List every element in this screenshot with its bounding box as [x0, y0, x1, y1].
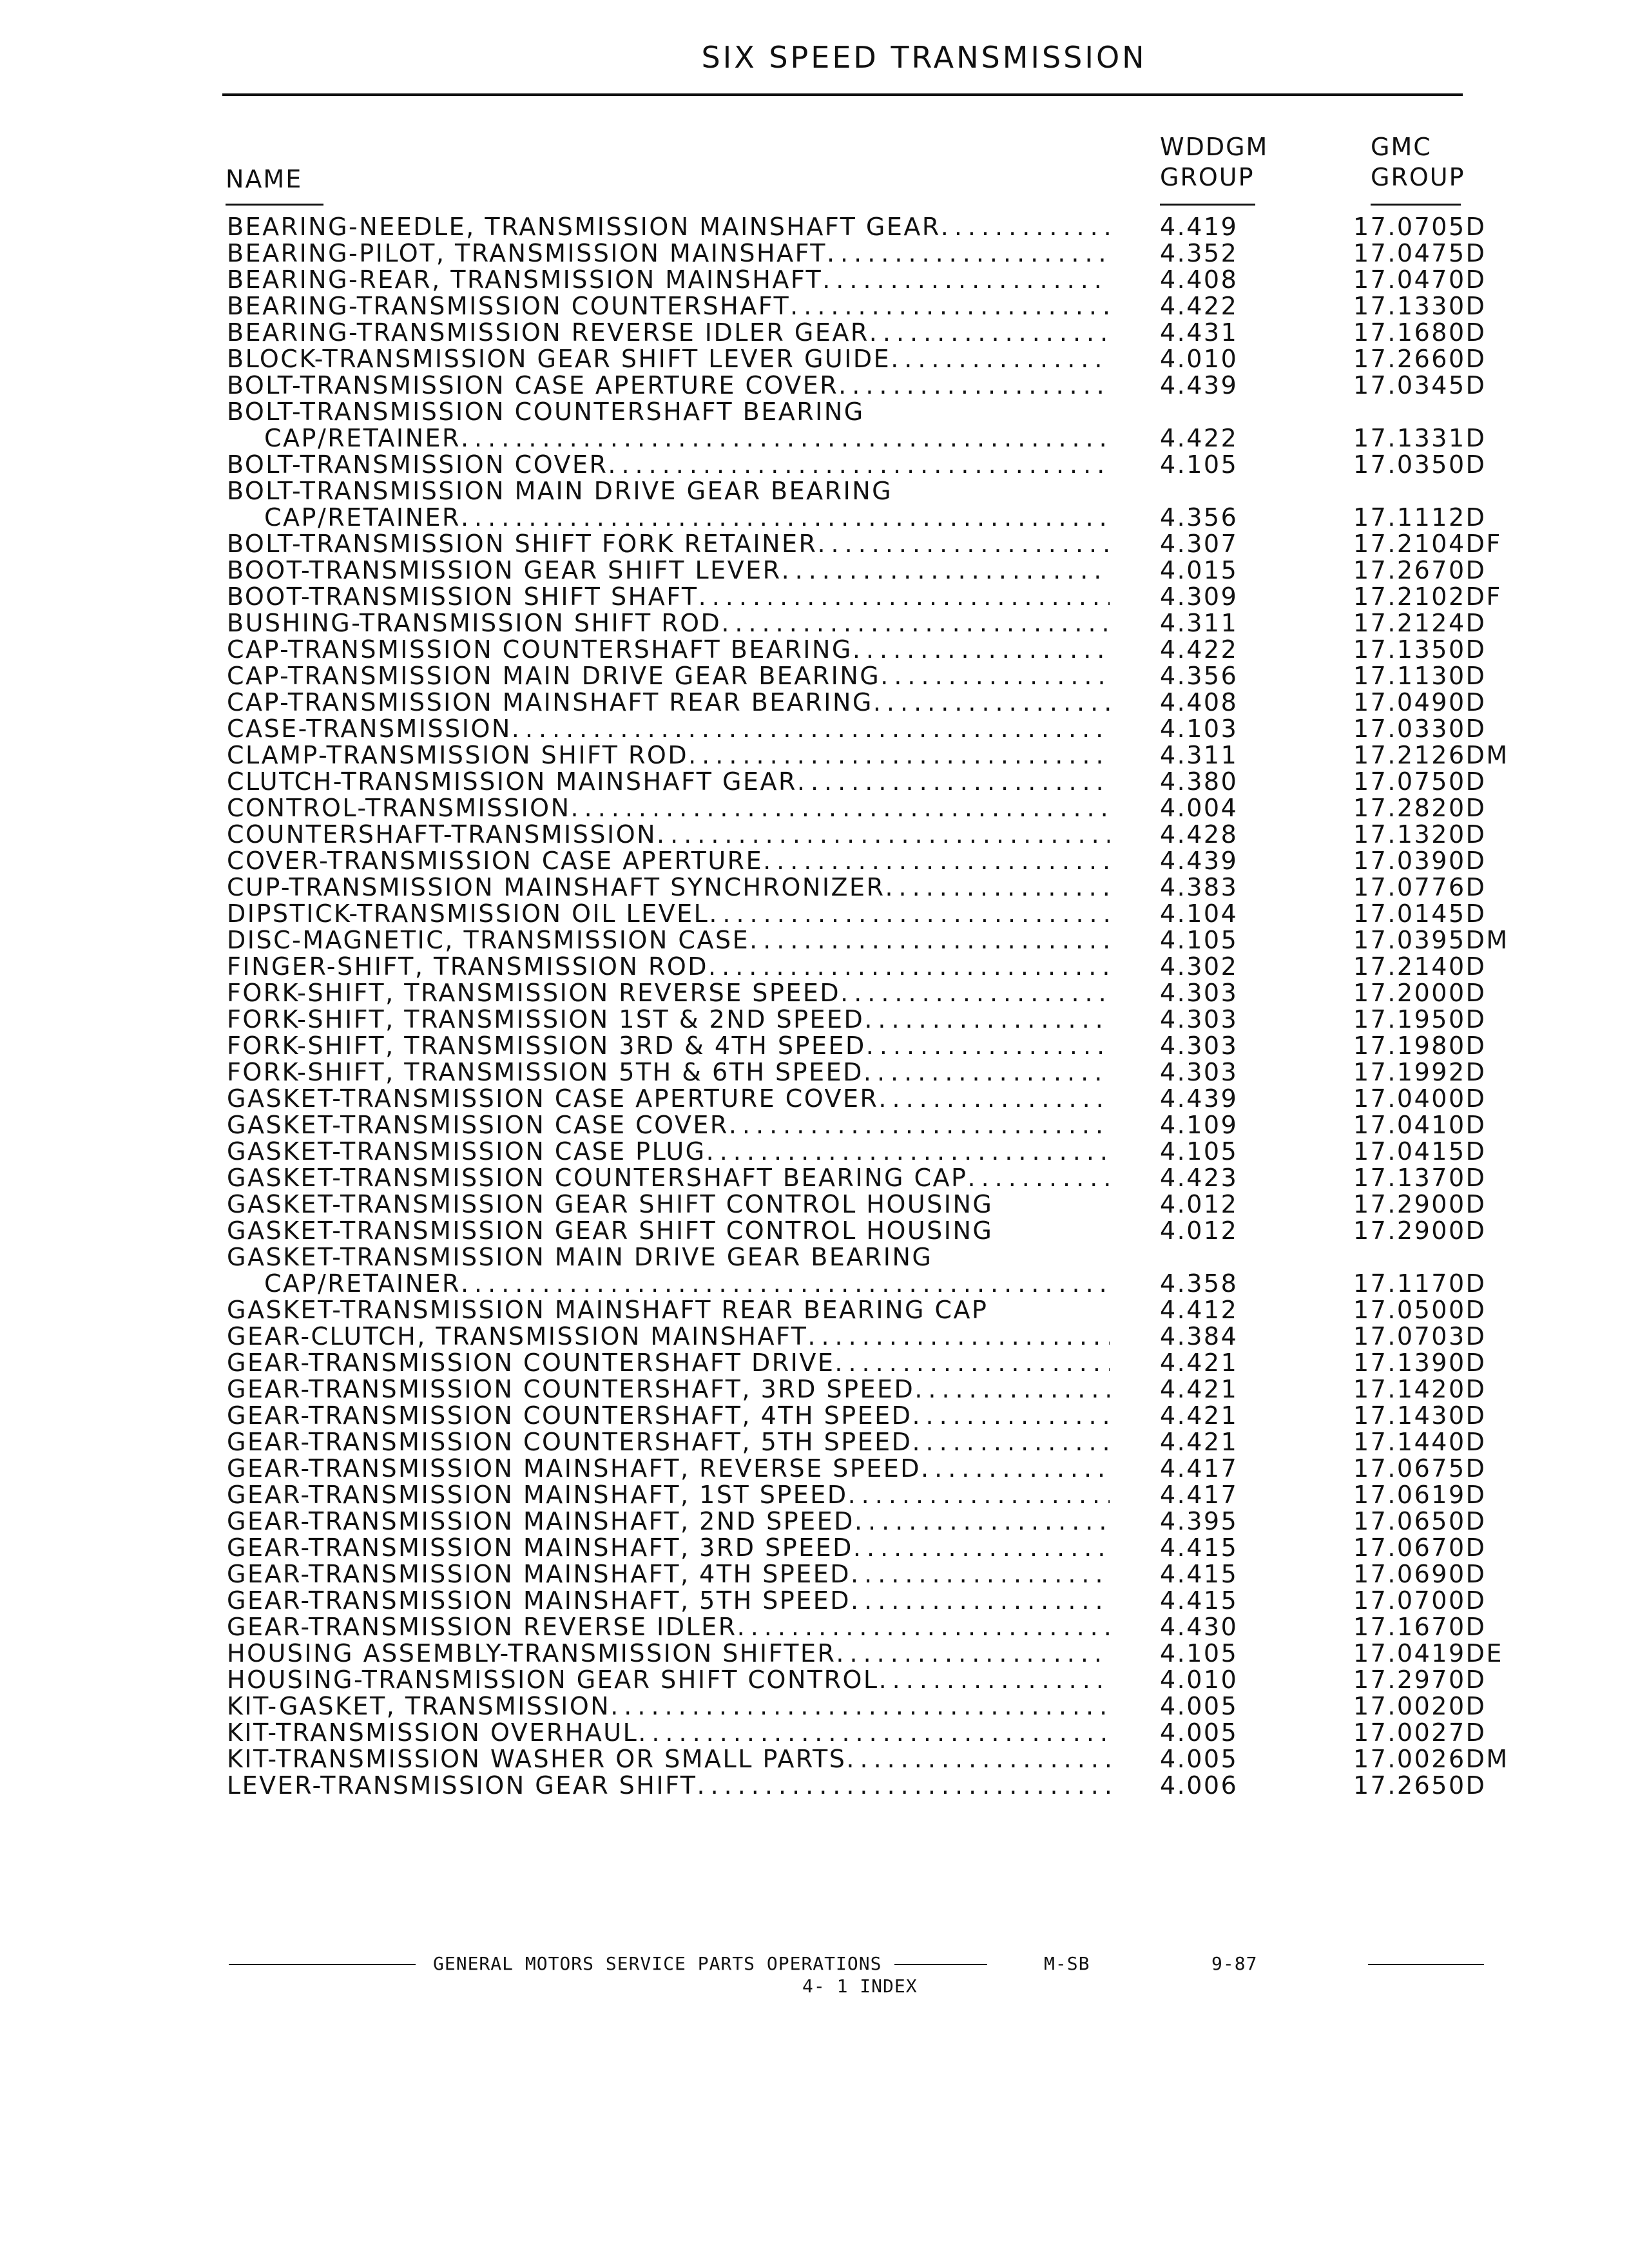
- wddgm-group: 4.010: [1160, 1666, 1239, 1694]
- part-name: GEAR-TRANSMISSION COUNTERSHAFT, 5TH SPEED .....: [227, 1429, 1110, 1456]
- table-row: [0, 1006, 1629, 1033]
- gmc-group: 17.1130D: [1353, 662, 1487, 690]
- footer-index: 4- 1 INDEX: [802, 1975, 918, 1997]
- table-row: [0, 1033, 1629, 1059]
- table-row: [0, 1640, 1629, 1667]
- part-name: GASKET-TRANSMISSION CASE APERTURE COVER .....: [227, 1086, 1110, 1112]
- table-row: [0, 1693, 1629, 1720]
- gmc-group: 17.1992D: [1353, 1058, 1487, 1086]
- part-name: HOUSING-TRANSMISSION GEAR SHIFT CONTROL .....: [227, 1667, 1110, 1693]
- wddgm-group: 4.311: [1160, 609, 1239, 637]
- wddgm-group: 4.005: [1160, 1745, 1239, 1773]
- gmc-group: 17.0500D: [1353, 1296, 1487, 1324]
- gmc-group: 17.1170D: [1353, 1269, 1487, 1298]
- table-row: [0, 927, 1629, 954]
- gmc-group: 17.1390D: [1353, 1349, 1487, 1377]
- table-row: [0, 901, 1629, 927]
- gmc-group: 17.1420D: [1353, 1375, 1487, 1403]
- wddgm-group: 4.422: [1160, 635, 1239, 664]
- part-name: GASKET-TRANSMISSION CASE COVER .....: [227, 1112, 1110, 1139]
- part-name: BOOT-TRANSMISSION GEAR SHIFT LEVER .....: [227, 557, 1110, 584]
- gmc-group: 17.0026DM: [1353, 1745, 1509, 1773]
- header-underline-name: [226, 204, 323, 206]
- table-row: [0, 848, 1629, 874]
- column-header-gmc-line1: GMC: [1371, 133, 1432, 161]
- gmc-group: 17.0700D: [1353, 1586, 1487, 1615]
- table-row: [0, 874, 1629, 901]
- wddgm-group: 4.105: [1160, 926, 1239, 954]
- column-header-wddgm-line1: WDDGM: [1160, 133, 1269, 161]
- table-row: [0, 584, 1629, 610]
- gmc-group: 17.0350D: [1353, 450, 1487, 479]
- table-row: [0, 1773, 1629, 1799]
- table-row: [0, 240, 1629, 267]
- part-name: BEARING-TRANSMISSION COUNTERSHAFT .....: [227, 293, 1110, 320]
- wddgm-group: 4.412: [1160, 1296, 1239, 1324]
- wddgm-group: 4.422: [1160, 292, 1239, 320]
- table-row: [0, 346, 1629, 372]
- table-row: [0, 1323, 1629, 1350]
- part-name: GEAR-TRANSMISSION MAINSHAFT, 2ND SPEED .....: [227, 1508, 1110, 1535]
- wddgm-group: 4.439: [1160, 371, 1239, 399]
- gmc-group: 17.2650D: [1353, 1771, 1487, 1800]
- part-name: BEARING-NEEDLE, TRANSMISSION MAINSHAFT GEAR .....: [227, 214, 1110, 240]
- wddgm-group: 4.303: [1160, 1058, 1239, 1086]
- wddgm-group: 4.417: [1160, 1481, 1239, 1509]
- table-row: [0, 1482, 1629, 1508]
- wddgm-group: 4.302: [1160, 952, 1239, 981]
- part-name: GEAR-TRANSMISSION MAINSHAFT, 3RD SPEED .....: [227, 1535, 1110, 1561]
- table-row: [0, 795, 1629, 822]
- gmc-group: 17.0415D: [1353, 1137, 1487, 1166]
- gmc-group: 17.0027D: [1353, 1718, 1487, 1747]
- wddgm-group: 4.383: [1160, 873, 1239, 901]
- gmc-group: 17.0410D: [1353, 1111, 1487, 1139]
- wddgm-group: 4.415: [1160, 1586, 1239, 1615]
- gmc-group: 17.2660D: [1353, 345, 1487, 373]
- gmc-group: 17.2102DF: [1353, 582, 1502, 611]
- table-row: [0, 1376, 1629, 1403]
- table-row: [0, 1588, 1629, 1614]
- part-name: BOLT-TRANSMISSION CASE APERTURE COVER .....: [227, 372, 1110, 399]
- wddgm-group: 4.311: [1160, 741, 1239, 769]
- part-name: KIT-TRANSMISSION OVERHAUL .....: [227, 1720, 1110, 1746]
- table-row: [0, 1456, 1629, 1482]
- gmc-group: 17.0675D: [1353, 1454, 1487, 1483]
- part-name: COUNTERSHAFT-TRANSMISSION .....: [227, 822, 1110, 848]
- part-name: DIPSTICK-TRANSMISSION OIL LEVEL .....: [227, 901, 1110, 927]
- column-header-wddgm-line2: GROUP: [1160, 163, 1255, 191]
- gmc-group: 17.0690D: [1353, 1560, 1487, 1588]
- table-row: [0, 637, 1629, 663]
- table-row: [0, 689, 1629, 716]
- part-name: BEARING-TRANSMISSION REVERSE IDLER GEAR .....: [227, 320, 1110, 346]
- wddgm-group: 4.109: [1160, 1111, 1239, 1139]
- column-header-gmc: [1371, 132, 1465, 193]
- table-row: [0, 980, 1629, 1006]
- gmc-group: 17.1331D: [1353, 424, 1487, 452]
- part-name: BOLT-TRANSMISSION COVER .....: [227, 452, 1110, 478]
- part-name: CLUTCH-TRANSMISSION MAINSHAFT GEAR .....: [227, 769, 1110, 795]
- part-name: BEARING-REAR, TRANSMISSION MAINSHAFT .....: [227, 267, 1110, 293]
- gmc-group: 17.1440D: [1353, 1428, 1487, 1456]
- table-row: [0, 214, 1629, 240]
- table-row: [0, 1059, 1629, 1086]
- part-name: BOLT-TRANSMISSION COUNTERSHAFT BEARING: [227, 399, 865, 425]
- table-row: [0, 1244, 1629, 1271]
- table-row: [0, 769, 1629, 795]
- table-row: [0, 372, 1629, 399]
- footer-date: 9-87: [1211, 1953, 1258, 1974]
- gmc-group: 17.2900D: [1353, 1190, 1487, 1218]
- table-row: [0, 1112, 1629, 1139]
- part-name: GEAR-TRANSMISSION COUNTERSHAFT, 4TH SPEED .....: [227, 1403, 1110, 1429]
- gmc-group: 17.1980D: [1353, 1032, 1487, 1060]
- wddgm-group: 4.408: [1160, 265, 1239, 294]
- table-row: [0, 1746, 1629, 1773]
- part-name: BOLT-TRANSMISSION MAIN DRIVE GEAR BEARING: [227, 478, 893, 505]
- wddgm-group: 4.421: [1160, 1401, 1239, 1430]
- part-name: GEAR-TRANSMISSION MAINSHAFT, REVERSE SPEED .....: [227, 1456, 1110, 1482]
- footer-code: M-SB: [1044, 1953, 1090, 1974]
- wddgm-group: 4.421: [1160, 1428, 1239, 1456]
- gmc-group: 17.2104DF: [1353, 530, 1502, 558]
- wddgm-group: 4.352: [1160, 239, 1239, 267]
- table-row: [0, 1350, 1629, 1376]
- wddgm-group: 4.356: [1160, 662, 1239, 690]
- gmc-group: 17.0619D: [1353, 1481, 1487, 1509]
- wddgm-group: 4.105: [1160, 450, 1239, 479]
- part-name: KIT-TRANSMISSION WASHER OR SMALL PARTS .....: [227, 1746, 1110, 1773]
- column-header-wddgm: [1160, 132, 1268, 193]
- part-name: CAP/RETAINER .....: [264, 1271, 1110, 1297]
- wddgm-group: 4.380: [1160, 767, 1239, 796]
- wddgm-group: 4.422: [1160, 424, 1239, 452]
- title-rule: [222, 93, 1463, 96]
- part-name: CAP-TRANSMISSION MAIN DRIVE GEAR BEARING .....: [227, 663, 1110, 689]
- gmc-group: 17.0776D: [1353, 873, 1487, 901]
- wddgm-group: 4.309: [1160, 582, 1239, 611]
- gmc-group: 17.0750D: [1353, 767, 1487, 796]
- gmc-group: 17.1350D: [1353, 635, 1487, 664]
- table-row: [0, 822, 1629, 848]
- part-name: HOUSING ASSEMBLY-TRANSMISSION SHIFTER .....: [227, 1640, 1110, 1667]
- table-row: [0, 320, 1629, 346]
- header-underline-gmc: [1371, 204, 1461, 206]
- table-row: [0, 1508, 1629, 1535]
- gmc-group: 17.1950D: [1353, 1005, 1487, 1033]
- wddgm-group: 4.004: [1160, 794, 1239, 822]
- column-header-name: NAME: [226, 165, 303, 193]
- wddgm-group: 4.415: [1160, 1560, 1239, 1588]
- gmc-group: 17.0703D: [1353, 1322, 1487, 1350]
- part-name: GEAR-TRANSMISSION COUNTERSHAFT, 3RD SPEED .....: [227, 1376, 1110, 1403]
- part-name: BLOCK-TRANSMISSION GEAR SHIFT LEVER GUIDE .....: [227, 346, 1110, 372]
- part-name: KIT-GASKET, TRANSMISSION .....: [227, 1693, 1110, 1720]
- column-header-gmc-line2: GROUP: [1371, 163, 1465, 191]
- gmc-group: 17.2140D: [1353, 952, 1487, 981]
- gmc-group: 17.1430D: [1353, 1401, 1487, 1430]
- wddgm-group: 4.303: [1160, 1005, 1239, 1033]
- wddgm-group: 4.419: [1160, 213, 1239, 241]
- part-name: FORK-SHIFT, TRANSMISSION 3RD & 4TH SPEED .....: [227, 1033, 1110, 1059]
- wddgm-group: 4.006: [1160, 1771, 1239, 1800]
- wddgm-group: 4.104: [1160, 899, 1239, 928]
- wddgm-group: 4.408: [1160, 688, 1239, 716]
- wddgm-group: 4.307: [1160, 530, 1239, 558]
- footer-rule-right: [1368, 1964, 1484, 1965]
- part-name: GEAR-TRANSMISSION MAINSHAFT, 5TH SPEED .....: [227, 1588, 1110, 1614]
- part-name: CASE-TRANSMISSION .....: [227, 716, 1110, 742]
- table-row: [0, 1139, 1629, 1165]
- part-name: BOLT-TRANSMISSION SHIFT FORK RETAINER .....: [227, 531, 1110, 557]
- wddgm-group: 4.105: [1160, 1639, 1239, 1667]
- gmc-group: 17.2670D: [1353, 556, 1487, 584]
- wddgm-group: 4.417: [1160, 1454, 1239, 1483]
- gmc-group: 17.0470D: [1353, 265, 1487, 294]
- part-name: GEAR-TRANSMISSION MAINSHAFT, 4TH SPEED .....: [227, 1561, 1110, 1588]
- gmc-group: 17.0490D: [1353, 688, 1487, 716]
- table-row: [0, 1191, 1629, 1218]
- table-row: [0, 425, 1629, 452]
- wddgm-group: 4.421: [1160, 1349, 1239, 1377]
- table-row: [0, 663, 1629, 689]
- gmc-group: 17.1330D: [1353, 292, 1487, 320]
- part-name: GASKET-TRANSMISSION MAIN DRIVE GEAR BEARING: [227, 1244, 933, 1271]
- wddgm-group: 4.012: [1160, 1216, 1239, 1245]
- table-row: [0, 452, 1629, 478]
- part-name: DISC-MAGNETIC, TRANSMISSION CASE .....: [227, 927, 1110, 954]
- part-name: BUSHING-TRANSMISSION SHIFT ROD .....: [227, 610, 1110, 637]
- part-name: GEAR-CLUTCH, TRANSMISSION MAINSHAFT .....: [227, 1323, 1110, 1350]
- table-row: [0, 1614, 1629, 1640]
- gmc-group: 17.0705D: [1353, 213, 1487, 241]
- wddgm-group: 4.423: [1160, 1164, 1239, 1192]
- gmc-group: 17.0345D: [1353, 371, 1487, 399]
- footer-org: GENERAL MOTORS SERVICE PARTS OPERATIONS: [433, 1953, 882, 1974]
- part-name: CONTROL-TRANSMISSION .....: [227, 795, 1110, 822]
- wddgm-group: 4.384: [1160, 1322, 1239, 1350]
- table-row: [0, 531, 1629, 557]
- wddgm-group: 4.303: [1160, 1032, 1239, 1060]
- gmc-group: 17.0395DM: [1353, 926, 1509, 954]
- part-name: GEAR-TRANSMISSION REVERSE IDLER .....: [227, 1614, 1110, 1640]
- footer-rule-mid: [894, 1964, 987, 1965]
- table-row: [0, 399, 1629, 425]
- part-name: CAP/RETAINER .....: [264, 505, 1110, 531]
- part-name: GEAR-TRANSMISSION COUNTERSHAFT DRIVE .....: [227, 1350, 1110, 1376]
- table-row: [0, 1403, 1629, 1429]
- gmc-group: 17.2126DM: [1353, 741, 1509, 769]
- wddgm-group: 4.439: [1160, 1084, 1239, 1113]
- parts-table: [0, 214, 1629, 1799]
- wddgm-group: 4.439: [1160, 847, 1239, 875]
- table-row: [0, 742, 1629, 769]
- table-row: [0, 1561, 1629, 1588]
- table-row: [0, 557, 1629, 584]
- table-row: [0, 1429, 1629, 1456]
- gmc-group: 17.1670D: [1353, 1613, 1487, 1641]
- gmc-group: 17.2900D: [1353, 1216, 1487, 1245]
- part-name: CAP-TRANSMISSION MAINSHAFT REAR BEARING .....: [227, 689, 1110, 716]
- gmc-group: 17.0650D: [1353, 1507, 1487, 1535]
- table-row: [0, 1271, 1629, 1297]
- part-name: GASKET-TRANSMISSION MAINSHAFT REAR BEARING CAP: [227, 1297, 988, 1323]
- table-row: [0, 1667, 1629, 1693]
- table-row: [0, 478, 1629, 505]
- wddgm-group: 4.430: [1160, 1613, 1239, 1641]
- part-name: CAP/RETAINER .....: [264, 425, 1110, 452]
- part-name: GASKET-TRANSMISSION CASE PLUG .....: [227, 1139, 1110, 1165]
- gmc-group: 17.0419DE: [1353, 1639, 1503, 1667]
- gmc-group: 17.2124D: [1353, 609, 1487, 637]
- table-row: [0, 1720, 1629, 1746]
- wddgm-group: 4.303: [1160, 979, 1239, 1007]
- part-name: CLAMP-TRANSMISSION SHIFT ROD .....: [227, 742, 1110, 769]
- table-row: [0, 954, 1629, 980]
- footer-rule-left: [229, 1964, 416, 1965]
- part-name: GEAR-TRANSMISSION MAINSHAFT, 1ST SPEED .....: [227, 1482, 1110, 1508]
- wddgm-group: 4.428: [1160, 820, 1239, 849]
- wddgm-group: 4.395: [1160, 1507, 1239, 1535]
- wddgm-group: 4.015: [1160, 556, 1239, 584]
- gmc-group: 17.0145D: [1353, 899, 1487, 928]
- part-name: FORK-SHIFT, TRANSMISSION 5TH & 6TH SPEED .....: [227, 1059, 1110, 1086]
- part-name: COVER-TRANSMISSION CASE APERTURE .....: [227, 848, 1110, 874]
- wddgm-group: 4.005: [1160, 1718, 1239, 1747]
- wddgm-group: 4.415: [1160, 1533, 1239, 1562]
- part-name: GASKET-TRANSMISSION COUNTERSHAFT BEARING CAP .....: [227, 1165, 1110, 1191]
- table-row: [0, 293, 1629, 320]
- table-row: [0, 1535, 1629, 1561]
- gmc-group: 17.1112D: [1353, 503, 1487, 532]
- part-name: FORK-SHIFT, TRANSMISSION REVERSE SPEED .....: [227, 980, 1110, 1006]
- wddgm-group: 4.421: [1160, 1375, 1239, 1403]
- wddgm-group: 4.358: [1160, 1269, 1239, 1298]
- table-row: [0, 610, 1629, 637]
- table-row: [0, 505, 1629, 531]
- table-row: [0, 1297, 1629, 1323]
- gmc-group: 17.0670D: [1353, 1533, 1487, 1562]
- gmc-group: 17.2970D: [1353, 1666, 1487, 1694]
- gmc-group: 17.1680D: [1353, 318, 1487, 347]
- gmc-group: 17.2000D: [1353, 979, 1487, 1007]
- part-name: BEARING-PILOT, TRANSMISSION MAINSHAFT .....: [227, 240, 1110, 267]
- part-name: LEVER-TRANSMISSION GEAR SHIFT .....: [227, 1773, 1110, 1799]
- part-name: FINGER-SHIFT, TRANSMISSION ROD .....: [227, 954, 1110, 980]
- gmc-group: 17.0475D: [1353, 239, 1487, 267]
- page-title: SIX SPEED TRANSMISSION: [701, 40, 1147, 75]
- wddgm-group: 4.012: [1160, 1190, 1239, 1218]
- table-row: [0, 1165, 1629, 1191]
- table-row: [0, 267, 1629, 293]
- table-row: [0, 716, 1629, 742]
- header-underline-wddgm: [1160, 204, 1255, 206]
- part-name: GASKET-TRANSMISSION GEAR SHIFT CONTROL HOUSING: [227, 1218, 994, 1244]
- gmc-group: 17.0400D: [1353, 1084, 1487, 1113]
- gmc-group: 17.0390D: [1353, 847, 1487, 875]
- wddgm-group: 4.103: [1160, 715, 1239, 743]
- gmc-group: 17.0330D: [1353, 715, 1487, 743]
- wddgm-group: 4.010: [1160, 345, 1239, 373]
- part-name: GASKET-TRANSMISSION GEAR SHIFT CONTROL HOUSING: [227, 1191, 994, 1218]
- table-row: [0, 1086, 1629, 1112]
- wddgm-group: 4.105: [1160, 1137, 1239, 1166]
- wddgm-group: 4.431: [1160, 318, 1239, 347]
- gmc-group: 17.2820D: [1353, 794, 1487, 822]
- gmc-group: 17.1370D: [1353, 1164, 1487, 1192]
- gmc-group: 17.0020D: [1353, 1692, 1487, 1720]
- part-name: CAP-TRANSMISSION COUNTERSHAFT BEARING .....: [227, 637, 1110, 663]
- part-name: FORK-SHIFT, TRANSMISSION 1ST & 2ND SPEED .....: [227, 1006, 1110, 1033]
- wddgm-group: 4.005: [1160, 1692, 1239, 1720]
- part-name: CUP-TRANSMISSION MAINSHAFT SYNCHRONIZER .....: [227, 874, 1110, 901]
- table-row: [0, 1218, 1629, 1244]
- wddgm-group: 4.356: [1160, 503, 1239, 532]
- part-name: BOOT-TRANSMISSION SHIFT SHAFT .....: [227, 584, 1110, 610]
- gmc-group: 17.1320D: [1353, 820, 1487, 849]
